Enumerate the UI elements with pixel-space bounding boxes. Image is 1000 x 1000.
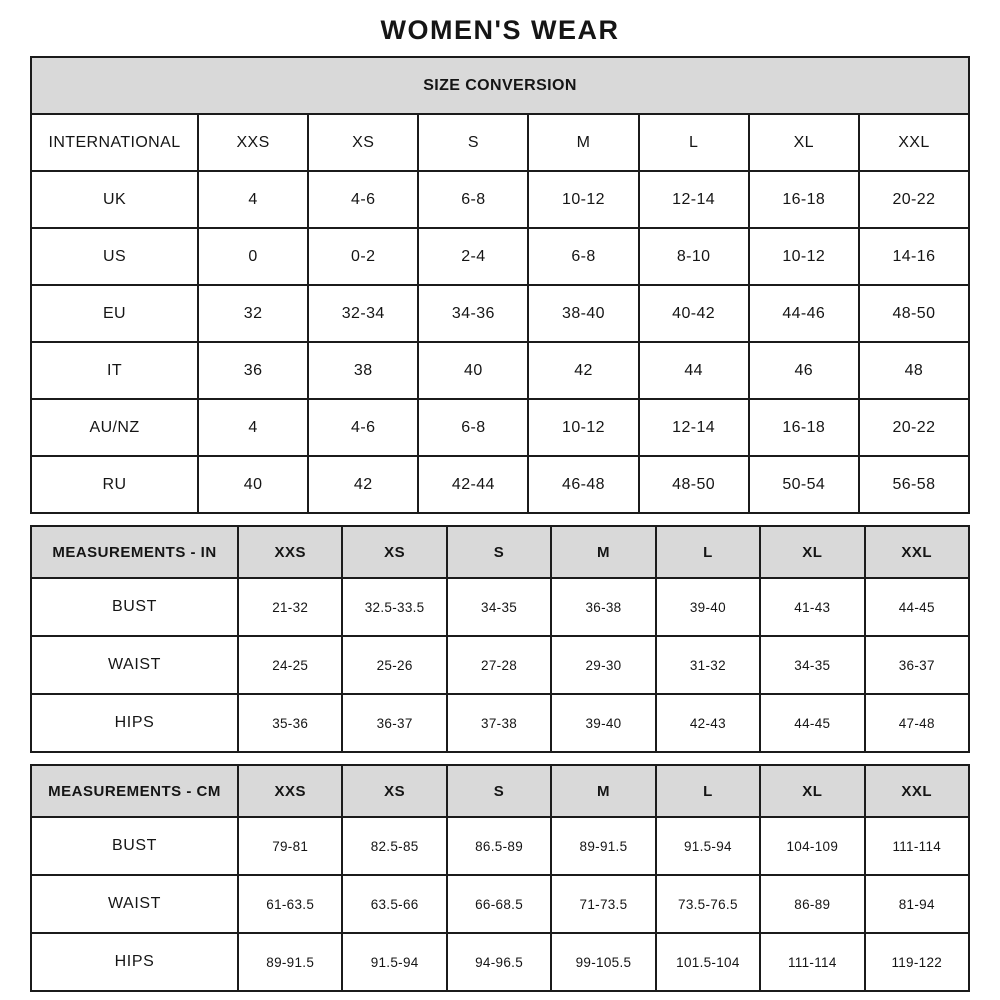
table-cell: 34-36 [418, 285, 528, 342]
table-cell: 41-43 [760, 578, 864, 636]
table-cell: 10-12 [528, 171, 638, 228]
table-row [31, 171, 969, 228]
column-header: XXS [238, 526, 342, 578]
table-cell: 10-12 [528, 399, 638, 456]
table-cell: 35-36 [238, 694, 342, 752]
column-header: S [447, 526, 551, 578]
table-row [31, 456, 969, 513]
table-cell: 4 [198, 171, 308, 228]
table-cell: 34-35 [447, 578, 551, 636]
table-cell: 73.5-76.5 [656, 875, 760, 933]
column-header: XL [749, 114, 859, 171]
table-row [31, 578, 969, 636]
size-conversion-table [30, 56, 970, 514]
table-cell: 50-54 [749, 456, 859, 513]
table-cell: 10-12 [749, 228, 859, 285]
table-cell: 32-34 [308, 285, 418, 342]
table-cell: 38 [308, 342, 418, 399]
table-cell: 4 [198, 399, 308, 456]
table-cell: 37-38 [447, 694, 551, 752]
table-cell: 20-22 [859, 399, 969, 456]
column-header: XS [342, 765, 446, 817]
table-cell: 25-26 [342, 636, 446, 694]
table-cell: 86.5-89 [447, 817, 551, 875]
table-row [31, 875, 969, 933]
table-cell: 36-37 [342, 694, 446, 752]
table-row [31, 285, 969, 342]
table-row [31, 933, 969, 991]
table-cell: 44-45 [865, 578, 969, 636]
row-label: HIPS [31, 933, 238, 991]
column-header: M [551, 765, 655, 817]
table-cell: 21-32 [238, 578, 342, 636]
table-cell: 0-2 [308, 228, 418, 285]
table-cell: 6-8 [418, 399, 528, 456]
table-cell: 32 [198, 285, 308, 342]
table-cell: 86-89 [760, 875, 864, 933]
row-label: IT [31, 342, 198, 399]
table-cell: 0 [198, 228, 308, 285]
row-label: BUST [31, 817, 238, 875]
table-cell: 42 [528, 342, 638, 399]
row-label: AU/NZ [31, 399, 198, 456]
column-header: M [551, 526, 655, 578]
table-cell: 12-14 [639, 399, 749, 456]
table-header-row [31, 765, 969, 817]
table-cell: 8-10 [639, 228, 749, 285]
table-cell: 44-46 [749, 285, 859, 342]
table-cell: 32.5-33.5 [342, 578, 446, 636]
table-row [31, 399, 969, 456]
table-cell: 48-50 [639, 456, 749, 513]
table-cell: 61-63.5 [238, 875, 342, 933]
table-cell: 20-22 [859, 171, 969, 228]
column-header: XS [308, 114, 418, 171]
table-cell: 44-45 [760, 694, 864, 752]
table-cell: 79-81 [238, 817, 342, 875]
table-row [31, 694, 969, 752]
table-cell: 119-122 [865, 933, 969, 991]
column-header: XL [760, 526, 864, 578]
table-cell: 42-44 [418, 456, 528, 513]
table-row [31, 228, 969, 285]
column-header: INTERNATIONAL [31, 114, 198, 171]
table-cell: 36-38 [551, 578, 655, 636]
row-label: RU [31, 456, 198, 513]
table-cell: 38-40 [528, 285, 638, 342]
table-cell: 47-48 [865, 694, 969, 752]
table-cell: 48 [859, 342, 969, 399]
table-cell: 12-14 [639, 171, 749, 228]
table-cell: 40 [418, 342, 528, 399]
table-cell: 48-50 [859, 285, 969, 342]
table-cell: 39-40 [551, 694, 655, 752]
measurements-in-table [30, 525, 970, 753]
column-header: XXS [198, 114, 308, 171]
table-cell: 44 [639, 342, 749, 399]
table-cell: 16-18 [749, 171, 859, 228]
table-cell: 101.5-104 [656, 933, 760, 991]
row-label: WAIST [31, 636, 238, 694]
row-label: EU [31, 285, 198, 342]
table-cell: 104-109 [760, 817, 864, 875]
table-cell: 99-105.5 [551, 933, 655, 991]
table-cell: 34-35 [760, 636, 864, 694]
table-cell: 94-96.5 [447, 933, 551, 991]
table-cell: 16-18 [749, 399, 859, 456]
table-cell: 2-4 [418, 228, 528, 285]
table-cell: 4-6 [308, 399, 418, 456]
row-label: UK [31, 171, 198, 228]
table-cell: 56-58 [859, 456, 969, 513]
table-row [31, 636, 969, 694]
table-header-row [31, 57, 969, 114]
column-header: S [418, 114, 528, 171]
column-header: XXS [238, 765, 342, 817]
column-header: M [528, 114, 638, 171]
table-cell: 36-37 [865, 636, 969, 694]
table-cell: 46-48 [528, 456, 638, 513]
table-cell: 31-32 [656, 636, 760, 694]
column-header-row [31, 114, 969, 171]
table-cell: 6-8 [528, 228, 638, 285]
table-cell: 27-28 [447, 636, 551, 694]
table-cell: 89-91.5 [238, 933, 342, 991]
table-cell: 40-42 [639, 285, 749, 342]
table-cell: 42 [308, 456, 418, 513]
row-label: HIPS [31, 694, 238, 752]
row-label: BUST [31, 578, 238, 636]
column-header: XXL [859, 114, 969, 171]
table-cell: 81-94 [865, 875, 969, 933]
table-cell: 4-6 [308, 171, 418, 228]
column-header: L [656, 765, 760, 817]
column-header: L [656, 526, 760, 578]
table-cell: 89-91.5 [551, 817, 655, 875]
table-cell: 14-16 [859, 228, 969, 285]
table-row [31, 342, 969, 399]
table-row [31, 817, 969, 875]
table-cell: 29-30 [551, 636, 655, 694]
column-header: XL [760, 765, 864, 817]
column-header: XXL [865, 765, 969, 817]
table-header-row [31, 526, 969, 578]
table-cell: 111-114 [760, 933, 864, 991]
table-cell: 42-43 [656, 694, 760, 752]
table-cell: 91.5-94 [342, 933, 446, 991]
column-header: XS [342, 526, 446, 578]
table-cell: 40 [198, 456, 308, 513]
column-header: S [447, 765, 551, 817]
column-header: L [639, 114, 749, 171]
page-title: WOMEN'S WEAR [380, 15, 620, 45]
table-cell: 91.5-94 [656, 817, 760, 875]
size-conversion-banner: SIZE CONVERSION [31, 57, 969, 114]
table-cell: 111-114 [865, 817, 969, 875]
measurements-cm-table [30, 764, 970, 992]
table-cell: 36 [198, 342, 308, 399]
table-cell: 82.5-85 [342, 817, 446, 875]
table-cell: 71-73.5 [551, 875, 655, 933]
column-header: XXL [865, 526, 969, 578]
table-cell: 24-25 [238, 636, 342, 694]
measurements-in-header: MEASUREMENTS - IN [31, 526, 238, 578]
table-cell: 46 [749, 342, 859, 399]
table-cell: 39-40 [656, 578, 760, 636]
table-cell: 63.5-66 [342, 875, 446, 933]
row-label: US [31, 228, 198, 285]
measurements-cm-header: MEASUREMENTS - CM [31, 765, 238, 817]
row-label: WAIST [31, 875, 238, 933]
table-cell: 6-8 [418, 171, 528, 228]
table-cell: 66-68.5 [447, 875, 551, 933]
